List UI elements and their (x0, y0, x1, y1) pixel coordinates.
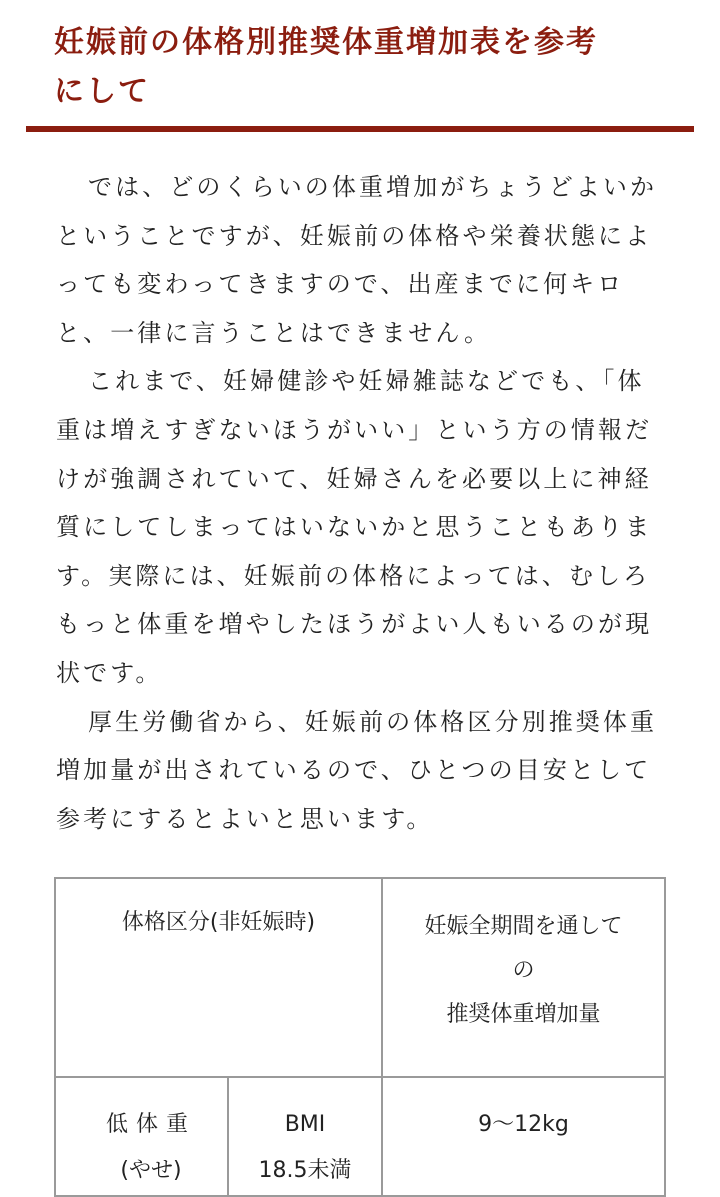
category-label-line-2: (やせ) (120, 1158, 182, 1183)
table-header-gain-line-3: 推奨体重増加量 (446, 1002, 601, 1027)
section-heading (54, 18, 694, 116)
paragraph-weight-gain-concerns: これまで、妊婦健診や妊婦雑誌などでも、「体重は増えすぎないほうがいい」という方の情報だけが強調されていて、妊婦さんを必要以上に神経質にしてしまってはいないかと思うこともあります。実際には、妊娠前の体格によっては、むしろもっと体重を増やしたほうがよい人もいるのが現状です。 (56, 367, 653, 687)
section-heading-line-1: 妊娠前の体格別推奨体重増加表を参考 (54, 25, 598, 60)
table-header-recommended-gain (382, 878, 665, 1077)
table-header-row (55, 878, 665, 1077)
table-cell-recommended-gain (382, 1077, 665, 1196)
table-header-gain-line-1: 妊娠全期間を通して (424, 914, 623, 939)
category-label-line-1: 低体重 (105, 1112, 196, 1137)
bmi-line-2: 18.5未満 (258, 1158, 352, 1183)
recommended-gain-value: 9〜12kg (478, 1112, 569, 1137)
table-header-category (55, 878, 382, 1077)
bmi-line-1: BMI (284, 1112, 326, 1137)
heading-underline-divider (26, 126, 694, 132)
table-row (55, 1077, 665, 1196)
section-heading-line-2: にして (54, 74, 150, 109)
weight-gain-guideline-table (54, 877, 666, 1197)
paragraph-weight-gain-intro: では、どのくらいの体重増加がちょうどよいかということですが、妊娠前の体格や栄養状態によっても変わってきますので、出産までに何キロと、一律に言うことはできません。 (56, 173, 658, 347)
article-body (56, 163, 668, 843)
table-cell-category-label (55, 1077, 228, 1196)
table-header-gain-line-2: の (512, 958, 535, 983)
paragraph-ministry-guideline: 厚生労働省から、妊娠前の体格区分別推奨体重増加量が出されているので、ひとつの目安として参考にするとよいと思います。 (56, 707, 658, 833)
table-header-category-text: 体格区分(非妊娠時) (121, 910, 316, 935)
table-cell-bmi (228, 1077, 382, 1196)
